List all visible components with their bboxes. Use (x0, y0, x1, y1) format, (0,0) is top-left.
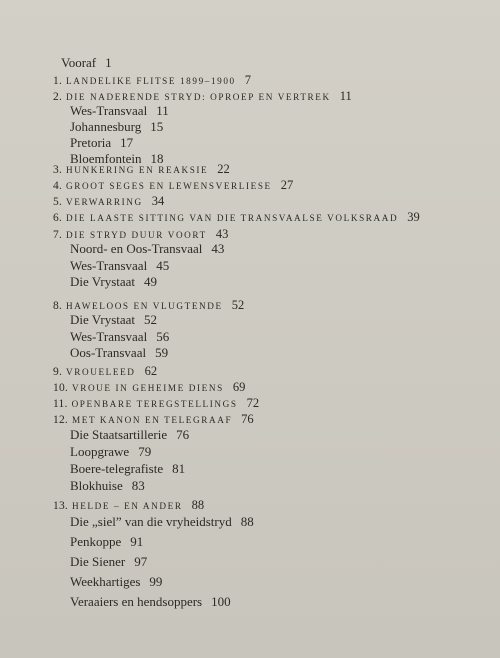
toc-section (70, 136, 133, 150)
toc-section (70, 104, 169, 118)
toc-chapter (53, 298, 244, 313)
section-page: 49 (144, 274, 158, 289)
section-page: 99 (149, 574, 163, 589)
chapter-page: 34 (151, 194, 165, 208)
toc-section (70, 242, 224, 256)
chapter-title: VERWARRING (66, 197, 143, 207)
chapter-number: 5. (53, 196, 63, 208)
section-title: Veraaiers en hendsoppers (70, 594, 203, 609)
chapter-number: 11. (53, 398, 68, 410)
toc-chapter (53, 380, 245, 395)
chapter-number: 9. (53, 366, 63, 378)
section-page: 43 (211, 241, 225, 256)
section-title: Die „siel” van die vryheidstryd (70, 514, 232, 529)
section-title: Pretoria (70, 135, 112, 150)
chapter-number: 12. (53, 414, 68, 426)
toc-chapter (53, 396, 259, 411)
toc-chapter (53, 210, 420, 225)
section-page: 97 (134, 554, 148, 569)
chapter-number: 1. (53, 75, 63, 87)
section-title: Bloemfontein (70, 151, 142, 166)
section-page: 45 (156, 258, 170, 273)
chapter-page: 69 (232, 380, 246, 394)
toc-section (70, 346, 168, 360)
chapter-title: LANDELIKE FLITSE 1899–1900 (66, 76, 236, 86)
chapter-page: 62 (144, 364, 158, 378)
chapter-page: 88 (191, 498, 205, 512)
chapter-page: 39 (407, 210, 420, 224)
toc-section (70, 462, 185, 476)
chapter-page: 52 (231, 298, 245, 312)
section-page: 81 (172, 461, 186, 476)
section-title: Johannesburg (70, 119, 142, 134)
chapter-title: VROUE IN GEHEIME DIENS (71, 383, 224, 393)
toc-chapter (53, 364, 157, 379)
chapter-page: 27 (280, 178, 294, 192)
toc-section (70, 479, 145, 493)
toc-section (70, 428, 189, 442)
section-page: 11 (156, 103, 169, 118)
section-title: Weekhartiges (70, 574, 141, 589)
chapter-title: DIE NADERENDE STRYD: OPROEP EN VERTREK (66, 92, 331, 102)
toc-section (70, 515, 254, 529)
section-page: 17 (120, 135, 134, 150)
section-title: Wes-Transvaal (70, 258, 148, 273)
toc-entry-title: Vooraf (61, 55, 97, 70)
chapter-title: VROUELEED (66, 367, 136, 377)
section-title: Loopgrawe (70, 444, 130, 459)
section-page: 83 (131, 478, 145, 493)
chapter-title: HELDE – EN ANDER (71, 501, 183, 511)
section-title: Die Vrystaat (70, 274, 136, 289)
toc-chapter (53, 227, 228, 242)
chapter-title: MET KANON EN TELEGRAAF (71, 415, 233, 425)
toc-chapter (53, 73, 251, 88)
section-page: 59 (155, 345, 169, 360)
section-title: Wes-Transvaal (70, 103, 148, 118)
toc-chapter (53, 194, 164, 209)
section-page: 91 (130, 534, 144, 549)
section-title: Die Staatsartillerie (70, 427, 168, 442)
toc-chapter (53, 498, 204, 513)
toc-section (70, 555, 147, 569)
toc-section (70, 313, 157, 327)
toc-section (70, 275, 157, 289)
chapter-number: 6. (53, 212, 63, 224)
toc-chapter (53, 178, 293, 193)
toc-section (70, 535, 143, 549)
section-page: 100 (211, 594, 231, 609)
section-page: 79 (138, 444, 152, 459)
section-page: 52 (144, 312, 158, 327)
section-title: Wes-Transvaal (70, 329, 148, 344)
chapter-page: 7 (244, 73, 251, 87)
chapter-title: HUNKERING EN REAKSIE (66, 165, 209, 175)
section-title: Oos-Transvaal (70, 345, 147, 360)
toc-section (70, 445, 151, 459)
toc-entry-preface (61, 56, 112, 70)
chapter-title: DIE STRYD DUUR VOORT (66, 230, 207, 240)
chapter-number: 10. (53, 382, 68, 394)
section-title: Penkoppe (70, 534, 122, 549)
section-title: Die Siener (70, 554, 126, 569)
section-title: Blokhuise (70, 478, 123, 493)
chapter-number: 8. (53, 300, 63, 312)
chapter-title: HAWELOOS EN VLUGTENDE (66, 301, 223, 311)
toc-entry-page: 1 (105, 55, 112, 70)
section-page: 15 (150, 119, 164, 134)
section-page: 76 (176, 427, 190, 442)
section-page: 18 (150, 151, 164, 166)
chapter-page: 11 (339, 89, 352, 103)
toc-section (70, 330, 169, 344)
chapter-number: 13. (53, 500, 68, 512)
toc-section (70, 575, 162, 589)
toc-chapter (53, 162, 230, 177)
chapter-number: 3. (53, 164, 63, 176)
chapter-number: 4. (53, 180, 63, 192)
toc-section (70, 259, 169, 273)
chapter-page: 43 (215, 227, 229, 241)
chapter-number: 7. (53, 229, 63, 241)
toc-section (70, 120, 163, 134)
chapter-number: 2. (53, 91, 63, 103)
section-title: Boere-telegrafiste (70, 461, 164, 476)
toc-section (70, 595, 231, 609)
toc-chapter (53, 412, 254, 427)
chapter-page: 76 (241, 412, 254, 426)
chapter-title: DIE LAASTE SITTING VAN DIE TRANSVAALSE VOLKSRAAD (66, 213, 399, 223)
section-page: 56 (156, 329, 170, 344)
chapter-title: OPENBARE TEREGSTELLINGS (71, 399, 238, 409)
toc-chapter (53, 89, 352, 104)
section-title: Noord- en Oos-Transvaal (70, 241, 203, 256)
chapter-title: GROOT SEGES EN LEWENSVERLIESE (66, 181, 272, 191)
section-title: Die Vrystaat (70, 312, 136, 327)
chapter-page: 72 (246, 396, 260, 410)
section-page: 88 (240, 514, 254, 529)
chapter-page: 22 (217, 162, 230, 176)
